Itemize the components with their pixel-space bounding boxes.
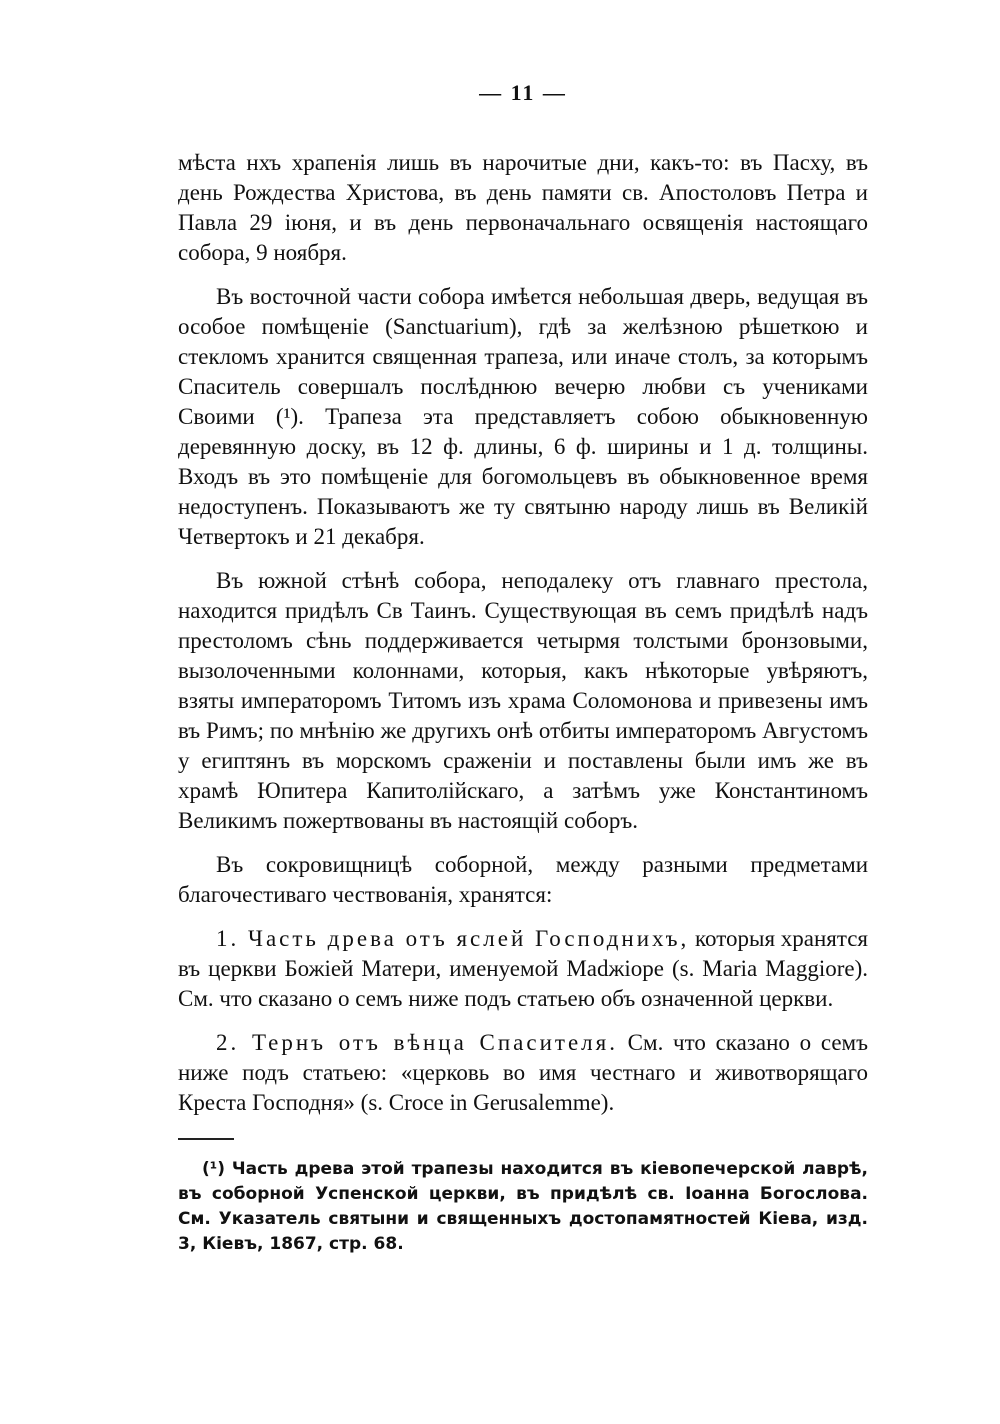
list-item-1-heading: 1. Часть древа отъ яслей Господнихъ, <box>216 926 690 951</box>
paragraph-4: Въ сокровищницѣ соборной, между разными предметами благочестиваго чествованія, хранятся: <box>178 852 868 907</box>
list-item-1 <box>178 924 868 1014</box>
list-item-2-text: См. что сказано о семъ ниже подъ статьею: «церковь во имя честнаго и животворящаго Креста Господня» (s. Croce in Gerusalemme). <box>178 1030 869 1115</box>
list-item-2-heading: 2. Тернъ отъ вѣнца Спасителя. <box>216 1030 618 1055</box>
list-item-1-text: которыя хранятся въ церкви Божіей Матери, именуемой Madжіоре (s. Maria Maggiore). См. что сказано о семъ ниже подъ статьею объ означенной церкви. <box>178 926 868 1011</box>
paragraph-3: Въ южной стѣнѣ собора, неподалеку отъ главнаго престола, находится придѣлъ Св Таинъ. Существующая въ семъ придѣлѣ надъ престоломъ сѣнь поддерживается четырмя толстыми бронзовыми, вызолоченными колоннами, которыя, какъ нѣкоторые увѣряютъ, взяты императоромъ Титомъ изъ храма Соломонова и привезены имъ въ Римъ; по мнѣнію же другихъ онѣ отбиты императоромъ Августомъ у египтянъ въ морскомъ сраженіи и поставлены были имъ же въ храмѣ Юпитера Капитолійскаго, а затѣмъ уже Константиномъ Великимъ пожертвованы въ настоящій соборъ. <box>178 568 868 833</box>
paragraph-1: мѣста нхъ храпенія лишь въ нарочитые дни, какъ-то: въ Пасху, въ день Рождества Христова, въ день памяти св. Апостоловъ Петра и Павла 29 іюня, и въ день первоначальнаго освященія настоящаго собора, 9 ноября. <box>178 150 868 265</box>
paragraph-2: Въ восточной части собора имѣется небольшая дверь, ведущая въ особое помѣщеніе (Sanctuarium), гдѣ за желѣзною рѣшеткою и стекломъ хранится священная трапеза, или иначе столъ, за которымъ Спаситель совершалъ послѣднюю вечерю любви съ учениками Своими (¹). Трапеза эта представляетъ собою обыкновенную деревянную доску, въ 12 ф. длины, 6 ф. ширины и 1 д. толщины. Входъ въ это помѣщеніе для богомольцевъ въ обыкновенное время недоступенъ. Показываютъ же ту святыню народу лишь въ Великій Четвертокъ и 21 декабря. <box>178 284 868 549</box>
page-number: — 11 — <box>479 80 567 105</box>
list-item-2 <box>178 1028 868 1118</box>
footnote: (¹) Часть древа этой трапезы находится въ кіевопечерской лаврѣ, въ соборной Успенской церкви, въ придѣлѣ св. Іоанна Богослова. См. Указатель святыни и священныхъ достопамятностей Кіева, изд. 3, Кіевъ, 1867, стр. 68. <box>178 1159 868 1254</box>
footnote-divider <box>178 1138 234 1140</box>
page <box>178 80 868 1274</box>
